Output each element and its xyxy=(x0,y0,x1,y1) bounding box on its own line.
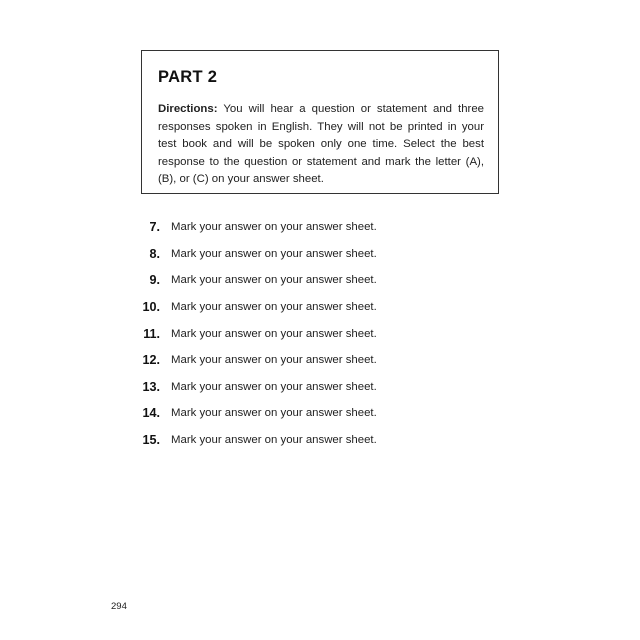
question-instruction: Mark your answer on your answer sheet. xyxy=(171,434,377,447)
question-list xyxy=(130,214,377,453)
directions-body: You will hear a question or statement and three responses spoken in English. They will not be printed in your test book and will be spoken only one time. Select the best response to the question or statement and mark the letter (A), (B), or (C) on your answer sheet. xyxy=(158,103,484,185)
question-number: 13. xyxy=(142,379,160,394)
question-number: 7. xyxy=(149,220,160,235)
question-number: 10. xyxy=(142,300,160,315)
question-number: 12. xyxy=(142,353,160,368)
question-instruction: Mark your answer on your answer sheet. xyxy=(171,380,377,393)
question-item xyxy=(130,294,377,321)
question-number: 15. xyxy=(142,433,160,448)
question-item xyxy=(130,347,377,374)
page-number: 294 xyxy=(111,601,127,612)
question-instruction: Mark your answer on your answer sheet. xyxy=(171,221,377,234)
question-item xyxy=(130,214,377,241)
question-item xyxy=(130,374,377,401)
question-instruction: Mark your answer on your answer sheet. xyxy=(171,354,377,367)
question-instruction: Mark your answer on your answer sheet. xyxy=(171,274,377,287)
question-number: 14. xyxy=(142,406,160,421)
question-number: 11. xyxy=(143,326,160,341)
directions-box xyxy=(141,50,499,194)
question-instruction: Mark your answer on your answer sheet. xyxy=(171,301,377,314)
question-number: 8. xyxy=(149,246,160,261)
question-item xyxy=(130,241,377,268)
question-item xyxy=(130,267,377,294)
question-number: 9. xyxy=(149,273,160,288)
question-instruction: Mark your answer on your answer sheet. xyxy=(171,247,377,260)
directions-label: Directions: xyxy=(158,103,218,115)
question-item xyxy=(130,400,377,427)
question-item xyxy=(130,427,377,454)
part-title: PART 2 xyxy=(158,68,218,86)
question-instruction: Mark your answer on your answer sheet. xyxy=(171,407,377,420)
question-item xyxy=(130,320,377,347)
directions-paragraph xyxy=(158,101,484,189)
question-instruction: Mark your answer on your answer sheet. xyxy=(171,327,377,340)
